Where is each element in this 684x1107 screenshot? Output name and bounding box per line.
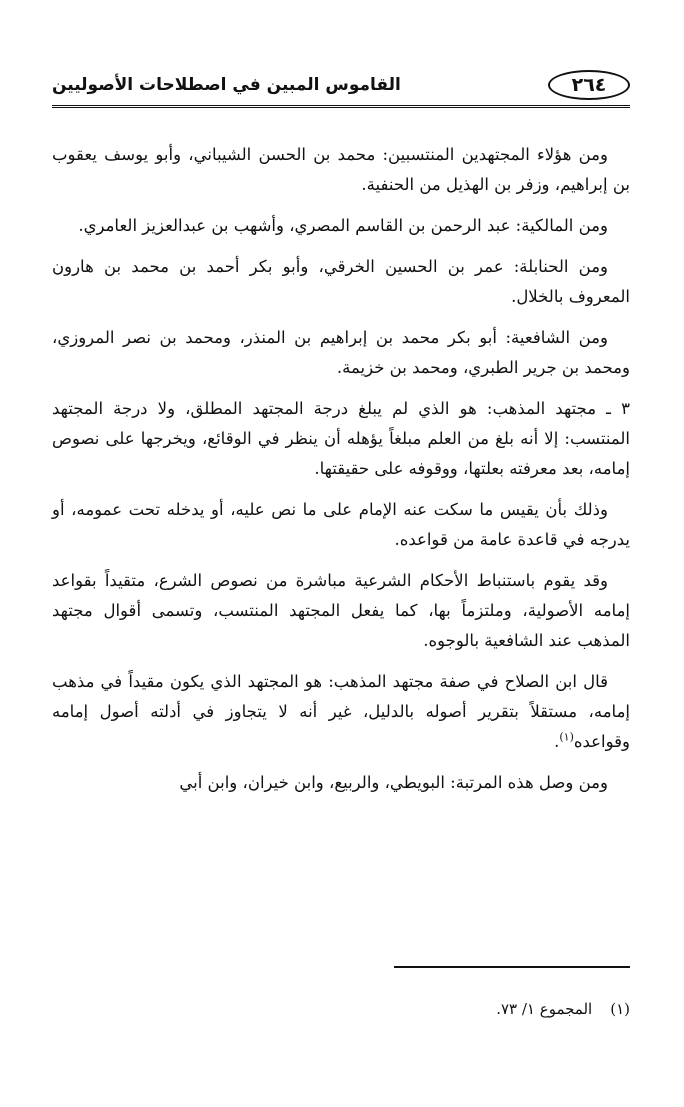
- main-text: [52, 140, 630, 809]
- footnote-marker: (١): [610, 1000, 630, 1018]
- footnote-reference[interactable]: (١): [559, 730, 574, 744]
- running-title: القاموس المبين في اصطلاحات الأصوليين: [52, 75, 401, 95]
- footnote-rule: [394, 966, 630, 968]
- paragraph-with-footnote: [52, 667, 630, 757]
- paragraph: ومن الشافعية: أبو بكر محمد بن إبراهيم بن المنذر، ومحمد بن نصر المروزي، ومحمد بن جرير الطبري، ومحمد بن خزيمة.: [52, 328, 630, 377]
- paragraph: وذلك بأن يقيس ما سكت عنه الإمام على ما نص عليه، أو يدخله تحت عمومه، أو يدرجه في قاعدة عامة من قواعده.: [52, 500, 630, 549]
- footnote-text: المجموع ١/ ٧٣.: [496, 1000, 593, 1018]
- paragraph: ومن المالكية: عبد الرحمن بن القاسم المصري، وأشهب بن عبدالعزيز العامري.: [78, 216, 608, 235]
- paragraph: ومن الحنابلة: عمر بن الحسين الخرقي، وأبو بكر أحمد بن محمد بن هارون المعروف بالخلال.: [52, 257, 630, 306]
- page-header: [52, 68, 630, 108]
- footnote: [52, 996, 630, 1022]
- paragraph-text: قال ابن الصلاح في صفة مجتهد المذهب: هو المجتهد الذي يكون مقيداً في مذهب إمامه، مستقلاً بتقرير أصوله بالدليل، غير أنه لا يتجاوز في أدلته أصول إمامه وقواعده: [52, 672, 630, 751]
- paragraph: ٣ ـ مجتهد المذهب: هو الذي لم يبلغ درجة المجتهد المطلق، ولا درجة المجتهد المنتسب: إلا أنه بلغ من العلم مبلغاً يؤهله أن ينظر في الوقائع، ويخرجها على نصوص إمامه، بعد معرفته بعلتها، ووقوفه على حقيقتها.: [52, 399, 630, 478]
- header-rule: [52, 105, 630, 108]
- paragraph: ومن وصل هذه المرتبة: البويطي، والربيع، وابن خيران، وابن أبي: [179, 773, 608, 792]
- paragraph: ومن هؤلاء المجتهدين المنتسبين: محمد بن الحسن الشيباني، وأبو يوسف يعقوب بن إبراهيم، وزفر بن الهذيل من الحنفية.: [52, 145, 630, 194]
- paragraph-end-mark: .: [554, 732, 560, 751]
- page-number: ٢٦٤: [548, 70, 630, 100]
- paragraph: وقد يقوم باستنباط الأحكام الشرعية مباشرة من نصوص الشرع، متقيداً بقواعد إمامه الأصولية، وملتزماً بها، كما يفعل المجتهد المنتسب، وتسمى أقوال مجتهد المذهب عند الشافعية بالوجوه.: [52, 571, 630, 650]
